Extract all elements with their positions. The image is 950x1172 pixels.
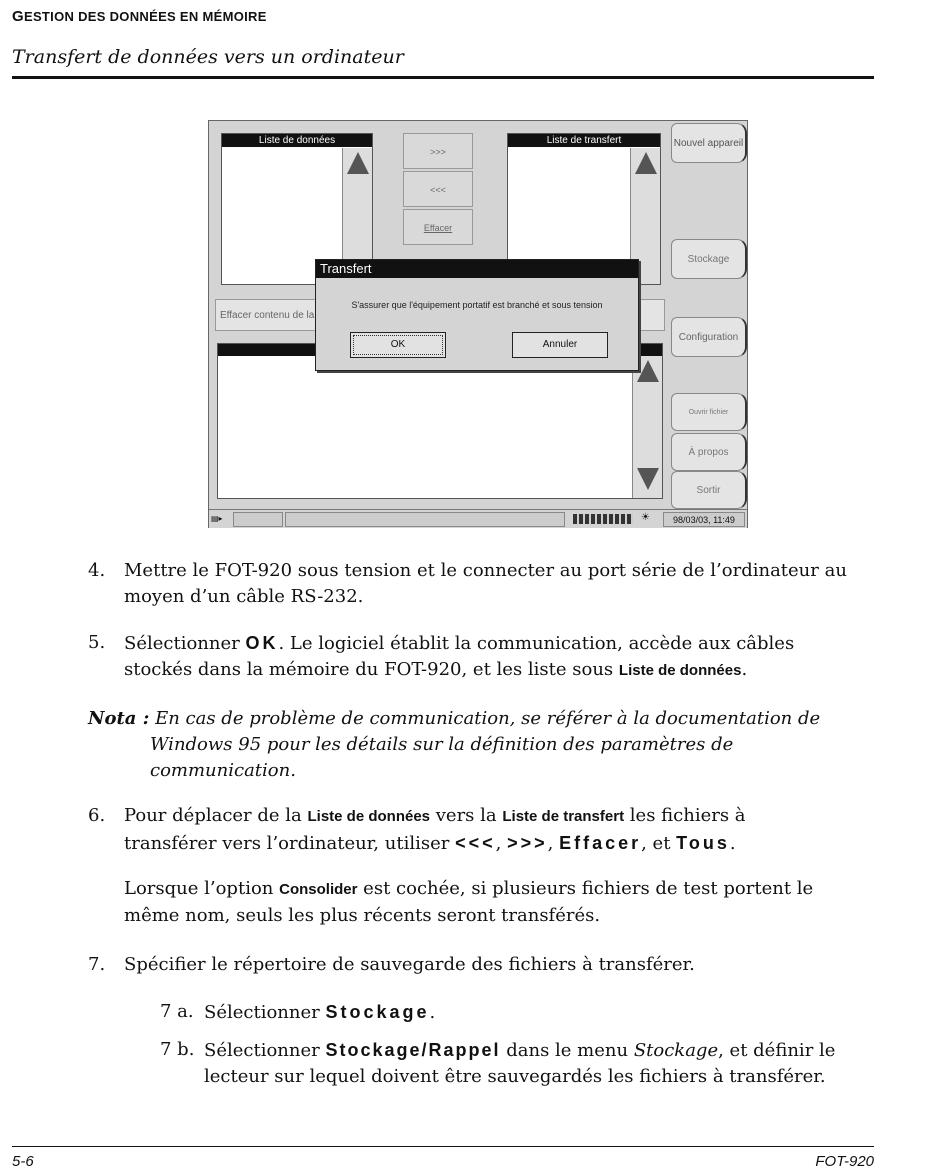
section-subtitle: Transfert de données vers un ordinateur <box>12 46 404 68</box>
step-4-text: Mettre le FOT-920 sous tension et le connecter au port série de l’ordinateur au moyen d’un câble RS-232. <box>124 560 847 607</box>
scroll-up-icon[interactable] <box>347 152 369 174</box>
step-7b-number: 7 b. <box>160 1039 195 1060</box>
connection-icon: ▤▸ <box>211 514 223 523</box>
plug-icon: ☀ <box>641 512 650 523</box>
step-4-number: 4. <box>88 560 106 581</box>
exit-button[interactable]: Sortir <box>671 471 747 509</box>
erase-button[interactable]: Effacer <box>403 209 473 245</box>
software-screenshot <box>208 120 748 528</box>
step-7a-text: Sélectionner Stockage. <box>204 1002 436 1023</box>
ok-button[interactable]: OK <box>350 332 446 358</box>
dialog-title: Transfert <box>316 260 638 278</box>
about-button[interactable]: À propos <box>671 433 747 471</box>
step-7-text: Spécifier le répertoire de sauvegarde des fichiers à transférer. <box>124 954 695 975</box>
status-segment <box>233 512 283 527</box>
step-5-number: 5. <box>88 632 106 653</box>
new-device-button[interactable]: Nouvel appareil <box>671 123 747 163</box>
memory-gauge-icon <box>573 514 633 524</box>
section-title: GESTION DES DONNÉES EN MÉMOIRE <box>12 8 267 25</box>
step-7b-text: Sélectionner Stockage/Rappel dans le menu Stockage, et définir le lecteur sur lequel doivent être sauvegardés les fichiers à transférer. <box>204 1040 836 1087</box>
cancel-button[interactable]: Annuler <box>512 332 608 358</box>
page-number: 5-6 <box>12 1153 34 1170</box>
storage-button[interactable]: Stockage <box>671 239 747 279</box>
move-left-button[interactable]: <<< <box>403 171 473 207</box>
move-right-button[interactable]: >>> <box>403 133 473 169</box>
dialog-message: S'assurer que l'équipement portatif est branché et sous tension <box>351 300 603 310</box>
note-block: Nota : En cas de problème de communication, se référer à la documentation de Windows 95 pour les détails sur la définition des paramètres de communication. <box>88 708 821 781</box>
step-6-text: Pour déplacer de la Liste de données vers la Liste de transfert les fichiers à transférer vers l’ordinateur, utiliser <<<, >>>, Effacer, et Tous. <box>124 805 746 854</box>
product-name: FOT-920 <box>815 1153 874 1170</box>
step-6-paragraph-2: Lorsque l’option Consolider est cochée, si plusieurs fichiers de test portent le même nom, seuls les plus récents seront transférés. <box>124 878 814 926</box>
step-6-number: 6. <box>88 805 106 826</box>
scroll-down-icon[interactable] <box>637 468 659 490</box>
step-5-text: Sélectionner OK. Le logiciel établit la communication, accède aux câbles stockés dans la mémoire du FOT-920, et les liste sous Liste de données. <box>124 633 795 680</box>
scroll-up-icon[interactable] <box>635 152 657 174</box>
scroll-up-icon[interactable] <box>637 360 659 382</box>
open-file-button[interactable]: Ouvrir fichier <box>671 393 747 431</box>
step-7a-number: 7 a. <box>160 1001 194 1022</box>
status-bar <box>209 509 747 528</box>
status-datetime: 98/03/03, 11:49 <box>663 512 745 527</box>
log-scrollbar[interactable] <box>632 356 662 498</box>
step-7-number: 7. <box>88 954 106 975</box>
erase-content-button[interactable]: Effacer contenu de la <box>215 299 665 331</box>
transfer-list-title: Liste de transfert <box>508 134 660 147</box>
data-list-title: Liste de données <box>222 134 372 147</box>
status-segment <box>285 512 565 527</box>
configuration-button[interactable]: Configuration <box>671 317 747 357</box>
header-rule <box>12 76 874 79</box>
transfer-dialog <box>315 259 639 371</box>
footer-rule <box>12 1146 874 1147</box>
